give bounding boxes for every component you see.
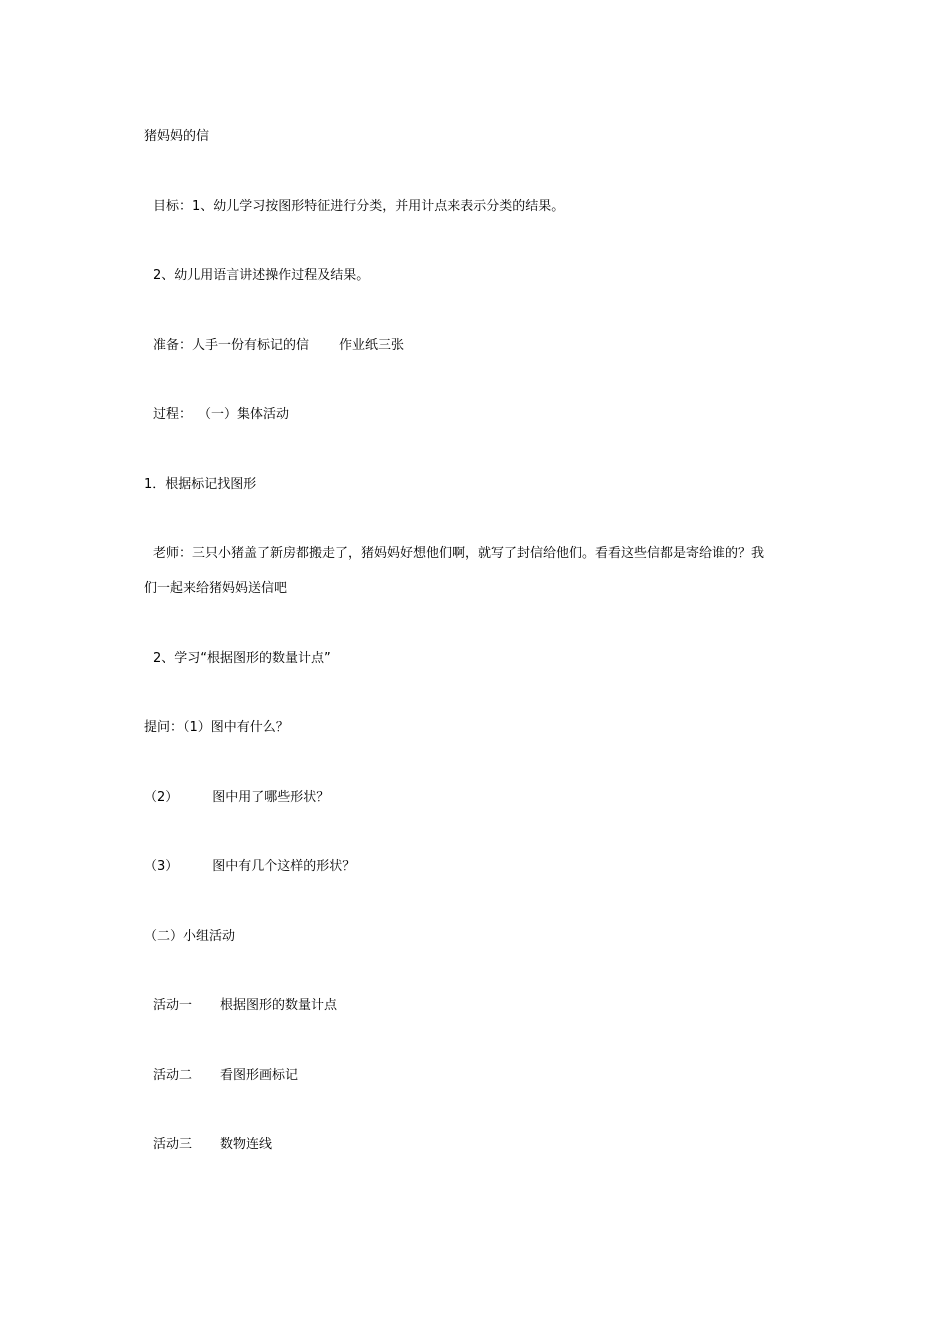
step-1-heading: 1．根据标记找图形 (144, 477, 257, 492)
activity-2-text: 看图形画标记 (220, 1068, 299, 1083)
activity-3-text: 数物连线 (220, 1137, 273, 1152)
preparation-item: 作业纸三张 (339, 338, 405, 353)
process-section-heading: （一）集体活动 (198, 407, 290, 422)
process-label: 过程： (153, 407, 193, 422)
question-2-text: 图中用了哪些形状？ (212, 790, 330, 805)
activity-2 (153, 1067, 298, 1085)
question-3-number: （3） (144, 859, 179, 874)
question-1: 提问：（1）图中有什么？ (144, 720, 289, 735)
activity-1-label: 活动一 (153, 998, 193, 1013)
question-2 (144, 789, 329, 807)
question-3-text: 图中有几个这样的形状？ (212, 859, 356, 874)
activity-1-text: 根据图形的数量计点 (220, 998, 338, 1013)
teacher-speech-line-2: 们一起来给猪妈妈送信吧 (144, 581, 288, 596)
section-2-heading: （二）小组活动 (144, 929, 236, 944)
activity-1 (153, 997, 337, 1015)
goal-line-1: 目标：1、幼儿学习按图形特征进行分类，并用计点来表示分类的结果。 (153, 199, 565, 214)
preparation-line (153, 337, 404, 355)
document-title: 猪妈妈的信 (144, 129, 210, 144)
activity-3 (153, 1136, 272, 1154)
preparation-label: 准备：人手一份有标记的信 (153, 338, 310, 353)
step-2-heading: 2、学习“根据图形的数量计点” (153, 651, 331, 666)
teacher-speech-line-1: 老师：三只小猪盖了新房都搬走了，猪妈妈好想他们啊，就写了封信给他们。看看这些信都是寄给谁的？我 (153, 546, 765, 561)
question-2-number: （2） (144, 790, 179, 805)
question-3 (144, 858, 355, 876)
activity-2-label: 活动二 (153, 1068, 193, 1083)
activity-3-label: 活动三 (153, 1137, 193, 1152)
goal-line-2: 2、幼儿用语言讲述操作过程及结果。 (153, 268, 370, 283)
process-line (153, 406, 289, 424)
